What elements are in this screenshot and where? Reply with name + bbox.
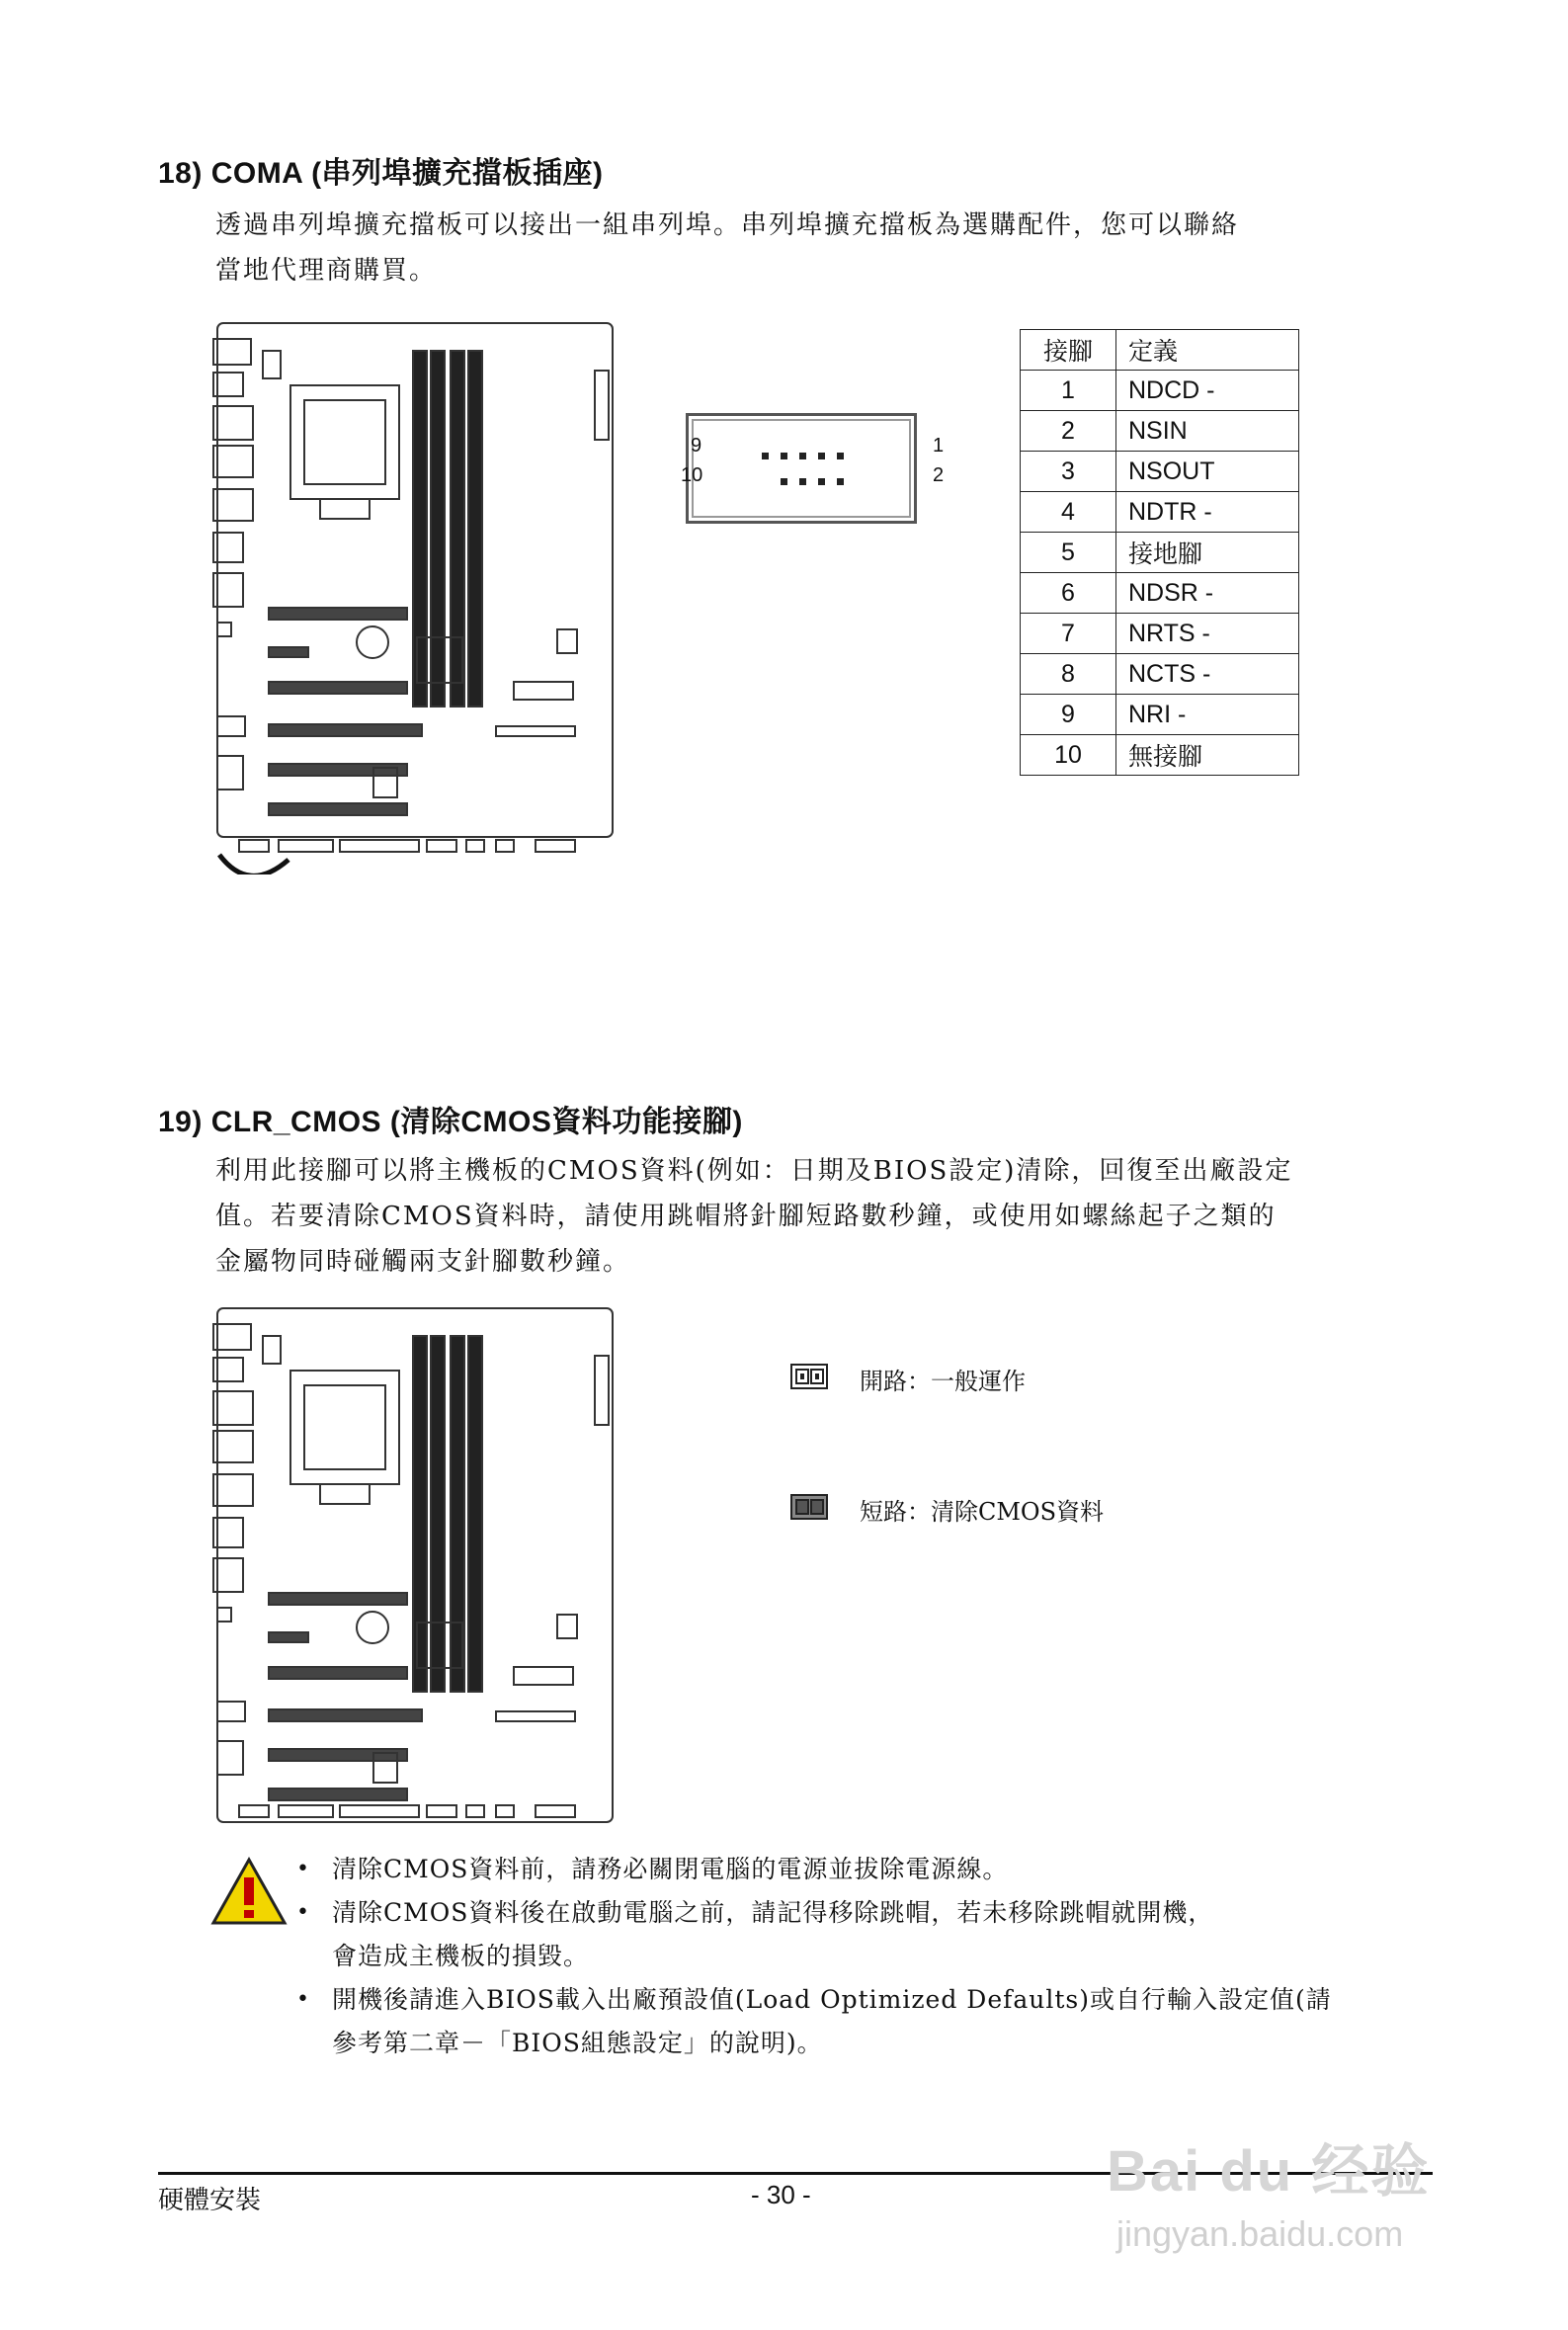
table-row [1021, 371, 1299, 411]
pin-definition: NDCD - [1116, 371, 1299, 411]
pin-number: 3 [1021, 452, 1116, 492]
jumper-short-label: 短路：清除CMOS資料 [860, 1498, 1105, 1526]
table-row [1021, 492, 1299, 533]
footer-section-name: 硬體安裝 [158, 2186, 262, 2215]
table-row [1021, 695, 1299, 735]
pin-definition: NRTS - [1116, 614, 1299, 654]
pin-number: 7 [1021, 614, 1116, 654]
pin-definition: 接地腳 [1116, 533, 1299, 573]
table-row [1021, 533, 1299, 573]
baidu-watermark-logo: Bai du 经验 [1107, 2139, 1431, 2204]
warning-item-3 [296, 1978, 1443, 2065]
pin-label-2: 2 [933, 464, 945, 486]
table-row [1021, 614, 1299, 654]
warning-list [296, 1848, 1443, 2065]
warning-icon [209, 1856, 289, 1927]
warning-text: 清除CMOS資料後在啟動電腦之前，請記得移除跳帽，若未移除跳帽就開機， [332, 1898, 1214, 1927]
jumper-open-label: 開路：一般運作 [860, 1368, 1026, 1395]
warning-item-2 [296, 1891, 1443, 1978]
motherboard-diagram-coma [209, 321, 624, 874]
pin-number: 9 [1021, 695, 1116, 735]
section-19-title: 19) CLR_CMOS (清除CMOS資料功能接腳) [158, 1106, 743, 1138]
pin-label-9: 9 [691, 435, 702, 457]
table-header-definition: 定義 [1116, 330, 1299, 371]
pin-number: 2 [1021, 411, 1116, 452]
pin-label-1: 1 [933, 435, 945, 457]
coma-connector-diagram [670, 413, 927, 522]
section-19-description [215, 1148, 1441, 1285]
pin-number: 8 [1021, 654, 1116, 695]
pin-number: 1 [1021, 371, 1116, 411]
pin-number: 6 [1021, 573, 1116, 614]
table-row [1021, 573, 1299, 614]
warning-text: 會造成主機板的損毀。 [332, 1942, 590, 1970]
warning-text: 清除CMOS資料前，請務必關閉電腦的電源並拔除電源線。 [332, 1855, 1009, 1883]
pin-number: 10 [1021, 735, 1116, 776]
pin-definition: NSIN [1116, 411, 1299, 452]
pin-number: 4 [1021, 492, 1116, 533]
pin-definition: NDSR - [1116, 573, 1299, 614]
bullet-icon: • [296, 1857, 310, 1881]
pin-definition: NSOUT [1116, 452, 1299, 492]
warning-text: 參考第二章－「BIOS組態設定」的說明)。 [332, 2029, 823, 2057]
warning-text: 開機後請進入BIOS載入出廠預設值(Load Optimized Defaults)或自行輸入設定值(請 [332, 1985, 1332, 2014]
bullet-icon: • [296, 1900, 310, 1925]
jumper-open-icon [790, 1364, 828, 1389]
pin-number: 5 [1021, 533, 1116, 573]
coma-pin-table [1020, 329, 1299, 776]
table-row [1021, 654, 1299, 695]
coma-pin-array [670, 413, 927, 522]
section-18-title: 18) COMA (串列埠擴充擋板插座) [158, 157, 604, 190]
warning-item-1 [296, 1848, 1443, 1891]
section-18-description [215, 203, 1431, 293]
pin-definition: NCTS - [1116, 654, 1299, 695]
page-number: - 30 - [751, 2180, 811, 2209]
section-19-desc-line2: 值。若要清除CMOS資料時，請使用跳帽將針腳短路數秒鐘，或使用如螺絲起子之類的 [215, 1202, 1277, 1231]
table-row [1021, 411, 1299, 452]
section-19-desc-line3: 金屬物同時碰觸兩支針腳數秒鐘。 [215, 1247, 631, 1277]
pin-definition: NDTR - [1116, 492, 1299, 533]
table-row [1021, 735, 1299, 776]
motherboard-diagram-clr-cmos [209, 1306, 624, 1835]
table-header-pin: 接腳 [1021, 330, 1116, 371]
section-18-desc-line2: 當地代理商購買。 [215, 256, 438, 286]
section-18-desc-line1: 透過串列埠擴充擋板可以接出一組串列埠。串列埠擴充擋板為選購配件，您可以聯絡 [215, 210, 1240, 240]
pin-definition: 無接腳 [1116, 735, 1299, 776]
pin-label-10: 10 [681, 464, 703, 486]
table-row [1021, 452, 1299, 492]
table-header-row [1021, 330, 1299, 371]
jumper-short-icon [790, 1494, 828, 1520]
pin-definition: NRI - [1116, 695, 1299, 735]
section-19-desc-line1: 利用此接腳可以將主機板的CMOS資料(例如：日期及BIOS設定)清除，回復至出廠設定 [215, 1156, 1293, 1186]
bullet-icon: • [296, 1987, 310, 2012]
baidu-watermark-url: jingyan.baidu.com [1116, 2213, 1404, 2254]
